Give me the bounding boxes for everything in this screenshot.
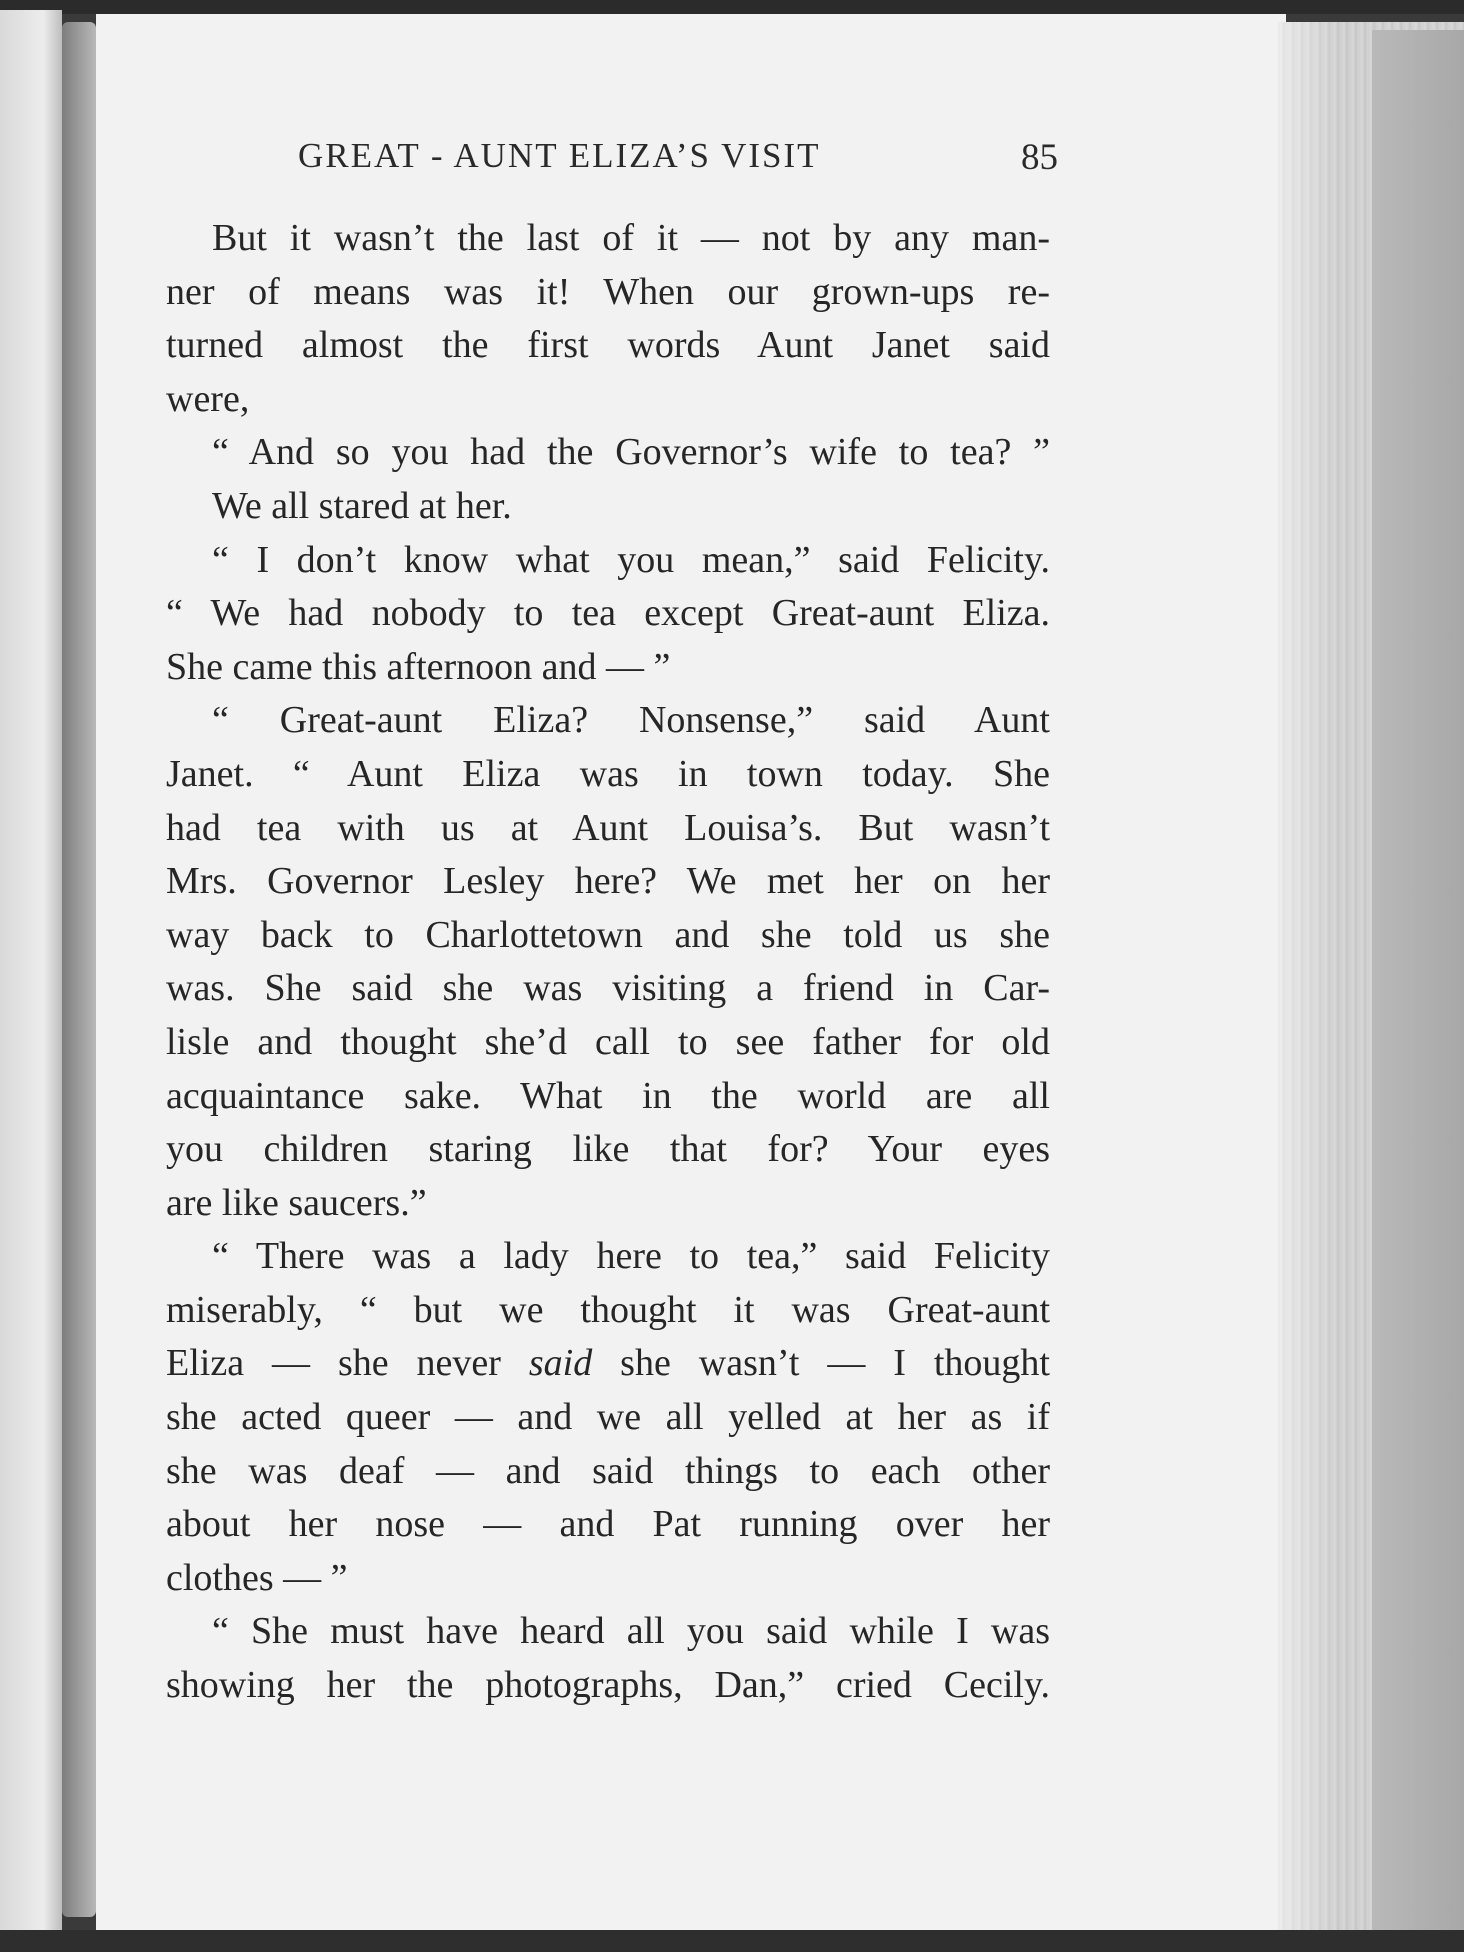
page-header xyxy=(298,136,1058,186)
page-edge-highlight xyxy=(1278,22,1338,1932)
text-line: about her nose — and Pat running over her xyxy=(166,1503,1050,1546)
page-number: 85 xyxy=(1021,137,1058,178)
text-line: But it wasn’t the last of it — not by any man- xyxy=(212,217,1050,259)
scan-top-edge xyxy=(0,0,1464,14)
text-line: “ There was a lady here to tea,” said Felicity xyxy=(212,1235,1050,1278)
text-fragment: Eliza — she never xyxy=(166,1342,529,1385)
body-text xyxy=(166,212,1050,1713)
scan-bottom-edge xyxy=(0,1930,1464,1952)
text-line: ner of means was it! When our grown-ups re- xyxy=(166,270,1050,313)
text-line: “ She must have heard all you said while I was xyxy=(212,1610,1050,1653)
text-line: showing her the photographs, Dan,” cried Cecily. xyxy=(166,1664,1050,1707)
text-line: Janet. “ Aunt Eliza was in town today. She xyxy=(166,752,1050,795)
text-line: “ We had nobody to tea except Great-aunt Eliza. xyxy=(166,592,1050,635)
text-line: are like saucers.” xyxy=(166,1181,427,1224)
text-line: way back to Charlottetown and she told us she xyxy=(166,913,1050,956)
book-binding xyxy=(62,22,96,1917)
facing-page-edge xyxy=(0,10,62,1935)
text-line: “ And so you had the Governor’s wife to tea? ” xyxy=(212,431,1050,474)
emphasis-word: said xyxy=(528,1342,593,1385)
text-line: acquaintance sake. What in the world are all xyxy=(166,1074,1050,1117)
text-fragment: she wasn’t — I thought xyxy=(592,1342,1050,1385)
text-line: were, xyxy=(166,377,250,420)
running-head: GREAT - AUNT ELIZA’S VISIT xyxy=(298,136,821,175)
text-line: had tea with us at Aunt Louisa’s. But wasn’t xyxy=(166,806,1050,849)
text-line: She came this afternoon and — ” xyxy=(166,645,671,688)
text-line: she acted queer — and we all yelled at her as if xyxy=(166,1396,1050,1439)
text-line: you children staring like that for? Your eyes xyxy=(166,1128,1050,1171)
text-line: Mrs. Governor Lesley here? We met her on her xyxy=(166,860,1050,903)
text-line: “ Great-aunt Eliza? Nonsense,” said Aunt xyxy=(212,699,1050,742)
text-line: “ I don’t know what you mean,” said Felicity. xyxy=(212,538,1050,581)
text-line: We all stared at her. xyxy=(212,484,512,527)
text-line-emphasis xyxy=(166,1337,1050,1391)
text-line: was. She said she was visiting a friend in Car- xyxy=(166,967,1050,1010)
text-line: miserably, “ but we thought it was Great-aunt xyxy=(166,1288,1050,1331)
text-line: lisle and thought she’d call to see father for old xyxy=(166,1020,1050,1063)
text-line: turned almost the first words Aunt Janet said xyxy=(166,324,1050,367)
text-line: clothes — ” xyxy=(166,1556,348,1599)
stacked-page-edges-back xyxy=(1372,30,1464,1930)
text-line: she was deaf — and said things to each other xyxy=(166,1449,1050,1492)
